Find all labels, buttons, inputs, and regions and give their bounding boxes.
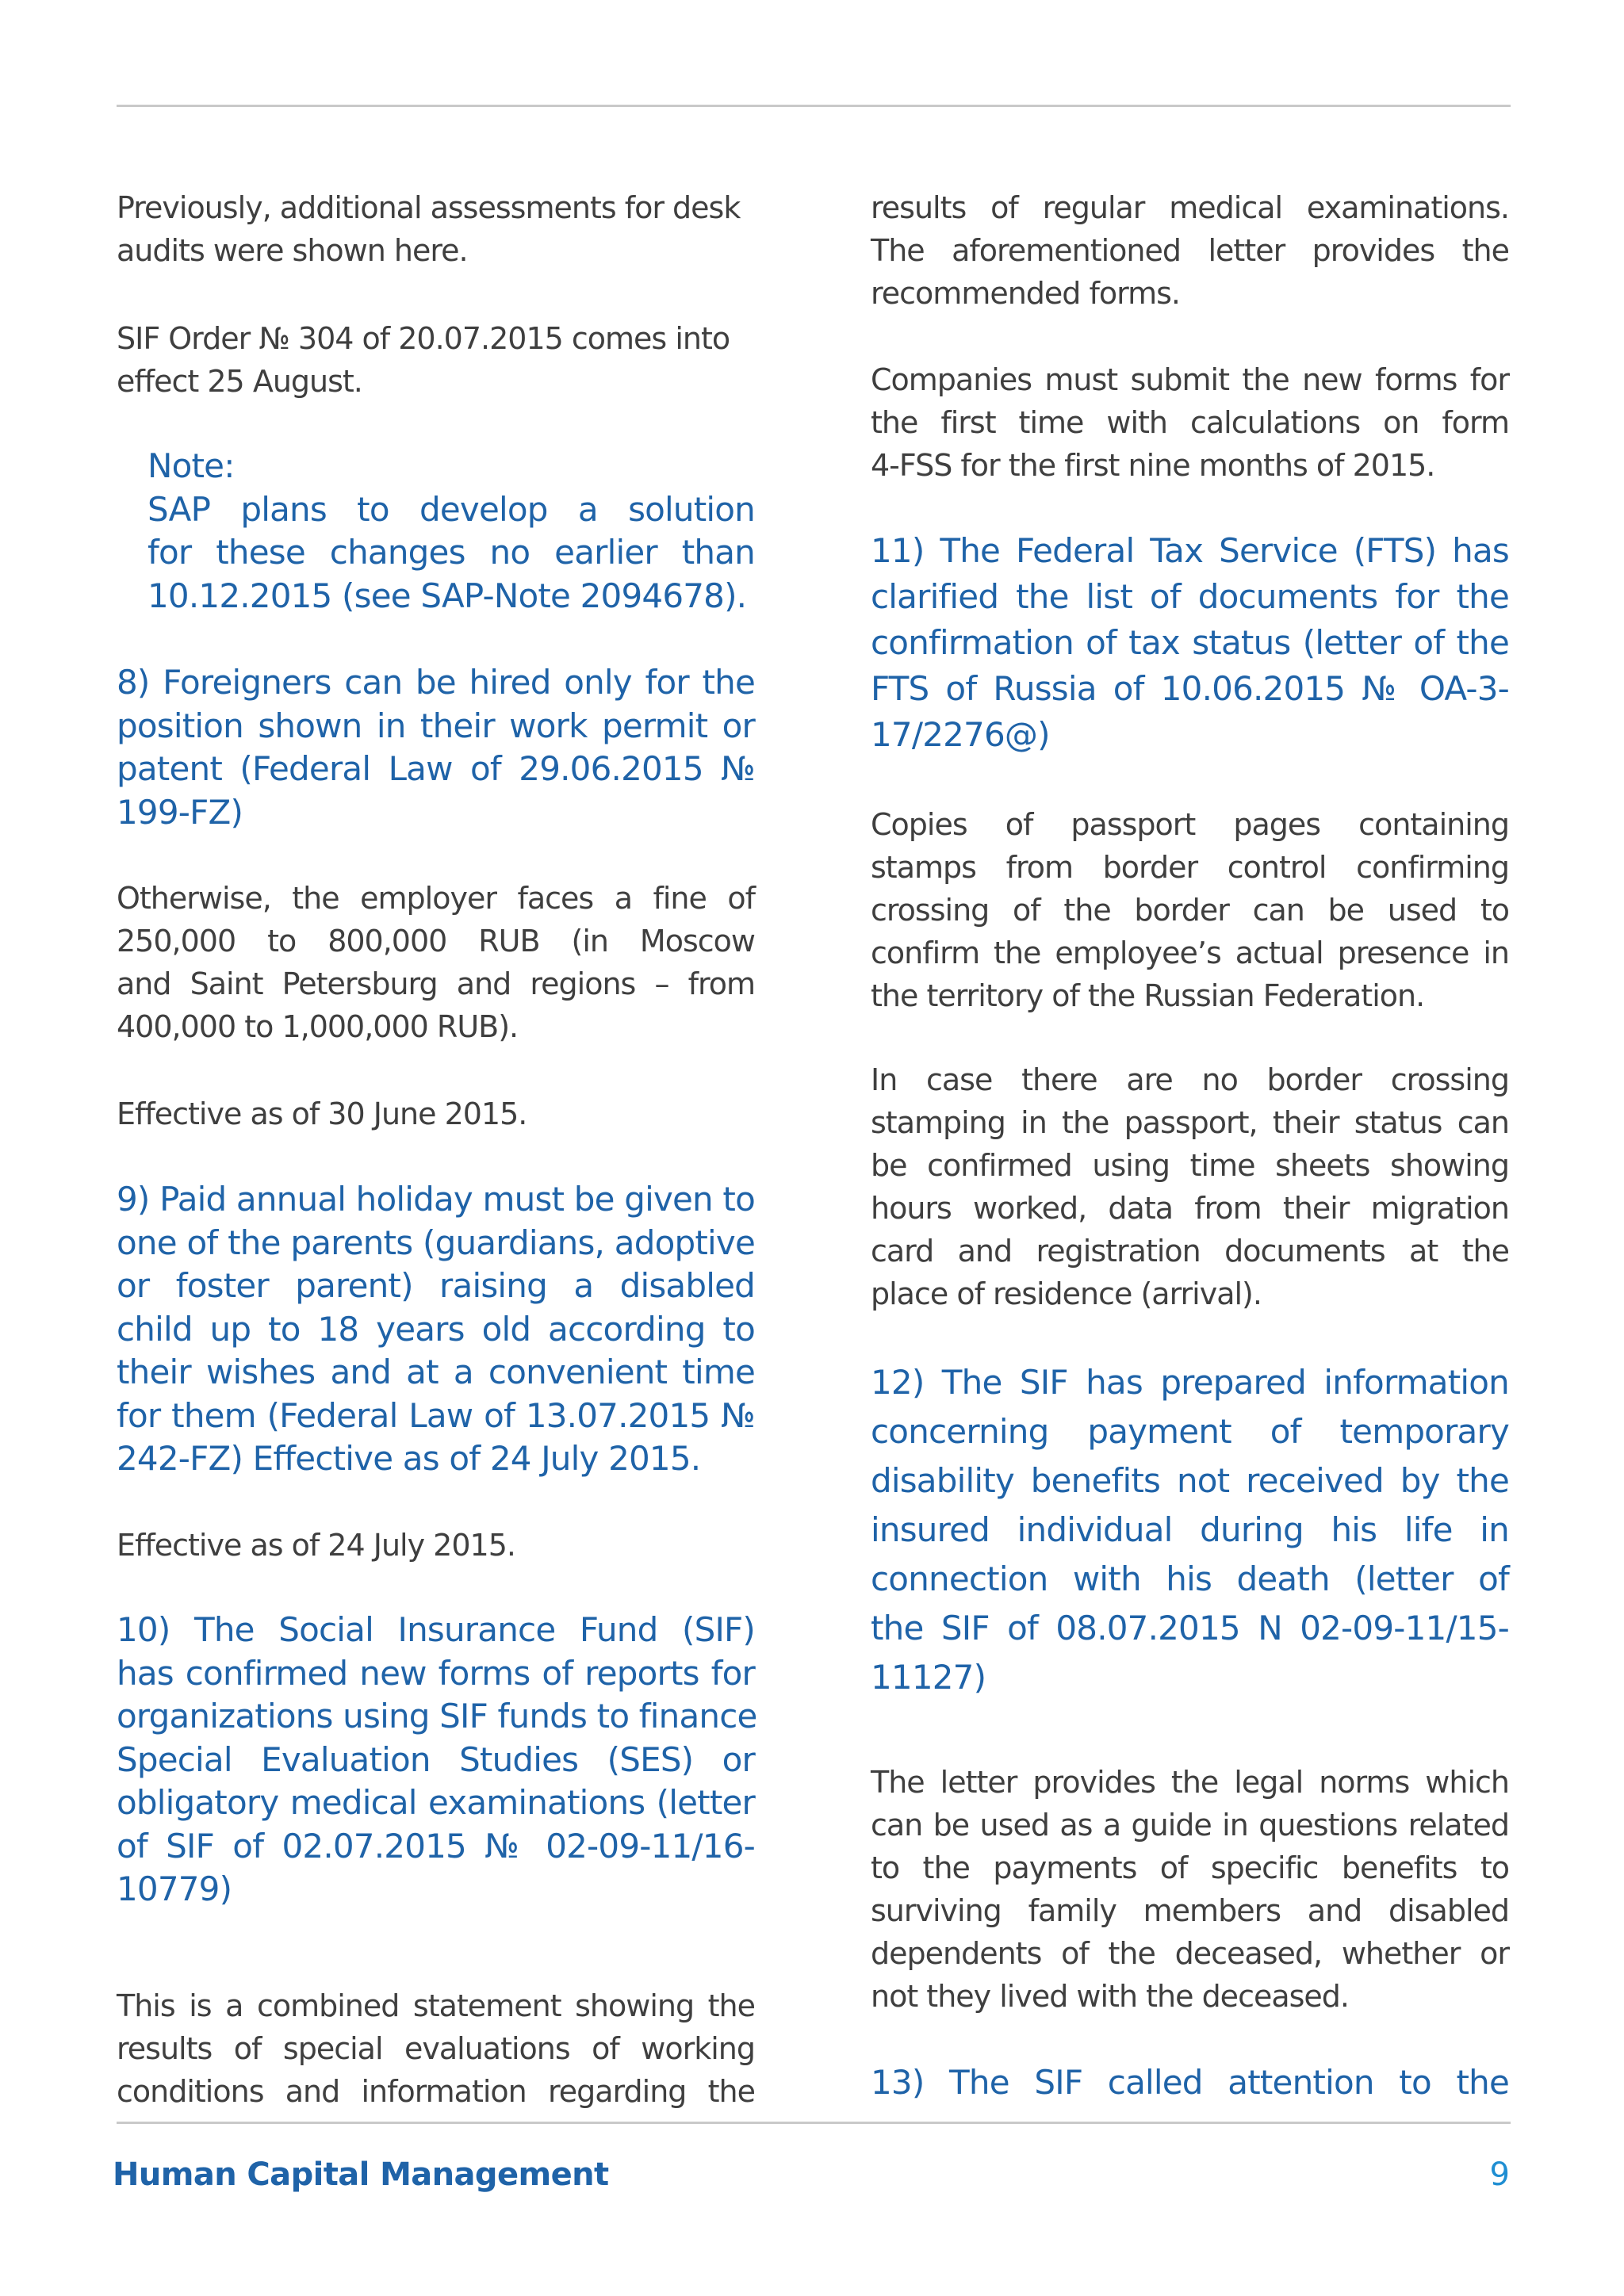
text-line: Effective as of 24 July 2015. — [117, 1528, 515, 1563]
heading-line: 12) The SIF has prepared information — [871, 1363, 1509, 1402]
text-line: confirm the employee’s actual presence in — [871, 936, 1509, 970]
text-line: crossing of the border can be used to — [871, 893, 1509, 928]
text-line: to the payments of specific benefits to — [871, 1850, 1509, 1885]
top-divider — [117, 105, 1511, 107]
heading-line: the SIF of 08.07.2015 N 02-09-11/15- — [871, 1609, 1509, 1647]
text-line: effect 25 August. — [117, 364, 362, 399]
heading-federal-tax-service — [871, 528, 1509, 758]
text-line: Companies must submit the new forms for — [871, 362, 1509, 397]
heading-line: 17/2276@) — [871, 715, 1050, 754]
paragraph-legal-norms — [871, 1761, 1509, 2018]
heading-social-insurance-fund — [117, 1609, 755, 1911]
heading-line: FTS of Russia of 10.06.2015 № OA-3- — [871, 669, 1509, 708]
text-line: Otherwise, the employer faces a fine of — [117, 881, 755, 916]
text-line: This is a combined statement showing the — [117, 1988, 755, 2023]
note-line: for these changes no earlier than — [147, 533, 755, 572]
text-line: place of residence (arrival). — [871, 1276, 1262, 1311]
text-line: results of regular medical examinations. — [871, 190, 1509, 225]
heading-line: 10779) — [117, 1869, 232, 1908]
text-line: Copies of passport pages containing — [871, 807, 1509, 842]
sap-note — [147, 445, 755, 618]
heading-line: concerning payment of temporary — [871, 1412, 1509, 1451]
heading-line: obligatory medical examinations (letter — [117, 1783, 755, 1822]
paragraph-fine — [117, 877, 755, 1048]
heading-line: connection with his death (letter of — [871, 1559, 1509, 1598]
text-line: audits were shown here. — [117, 233, 468, 268]
heading-line: 199-FZ) — [117, 792, 243, 832]
heading-line: confirmation of tax status (letter of the — [871, 623, 1509, 662]
heading-line: patent (Federal Law of 29.06.2015 № — [117, 749, 755, 788]
heading-line: their wishes and at a convenient time — [117, 1353, 755, 1391]
text-line: The aforementioned letter provides the — [871, 233, 1509, 268]
text-line: the territory of the Russian Federation. — [871, 978, 1425, 1013]
text-line: stamps from border control confirming — [871, 850, 1509, 885]
paragraph-desk-audits — [117, 186, 755, 272]
note-label: Note: — [147, 446, 235, 485]
text-line: conditions and information regarding the — [117, 2074, 755, 2109]
paragraph-effective-june — [117, 1093, 755, 1135]
text-line: not they lived with the deceased. — [871, 1979, 1349, 2014]
paragraph-sif-order — [117, 317, 755, 403]
text-line: be confirmed using time sheets showing — [871, 1148, 1509, 1183]
heading-line: or foster parent) raising a disabled — [117, 1266, 755, 1305]
footer-title: Human Capital Management — [113, 2156, 609, 2193]
heading-line: 13) The SIF called attention to the — [871, 2063, 1509, 2102]
heading-line: Special Evaluation Studies (SES) or — [117, 1739, 755, 1779]
paragraph-no-border-stamps — [871, 1058, 1509, 1315]
heading-line: disability benefits not received by the — [871, 1461, 1509, 1500]
text-line: can be used as a guide in questions related — [871, 1808, 1509, 1843]
paragraph-effective-july — [117, 1524, 755, 1567]
paragraph-medical-results — [871, 186, 1509, 315]
text-line: Effective as of 30 June 2015. — [117, 1096, 527, 1131]
note-line: SAP plans to develop a solution — [147, 489, 755, 529]
heading-line: 11127) — [871, 1658, 986, 1697]
heading-line: has confirmed new forms of reports for — [117, 1653, 755, 1693]
note-line: 10.12.2015 (see SAP-Note 2094678). — [147, 576, 747, 615]
bottom-divider — [117, 2122, 1511, 2124]
text-line: 400,000 to 1,000,000 RUB). — [117, 1009, 519, 1044]
text-line: SIF Order № 304 of 20.07.2015 comes into — [117, 321, 730, 356]
paragraph-submit-forms — [871, 358, 1509, 487]
text-line: In case there are no border crossing — [871, 1062, 1509, 1097]
page-number: 9 — [1489, 2156, 1510, 2193]
heading-line: clarified the list of documents for the — [871, 577, 1509, 616]
text-line: Previously, additional assessments for desk — [117, 190, 741, 225]
text-line: the first time with calculations on form — [871, 405, 1509, 440]
text-line: 4-FSS for the first nine months of 2015. — [871, 448, 1435, 483]
text-line: and Saint Petersburg and regions – from — [117, 966, 755, 1001]
text-line: The letter provides the legal norms which — [871, 1765, 1509, 1800]
heading-annual-holiday — [117, 1178, 755, 1481]
text-line: dependents of the deceased, whether or — [871, 1936, 1509, 1971]
heading-line: organizations using SIF funds to finance — [117, 1697, 757, 1735]
text-line: recommended forms. — [871, 276, 1180, 311]
heading-line: 8) Foreigners can be hired only for the — [117, 663, 755, 702]
text-line: results of special evaluations of working — [117, 2031, 755, 2066]
heading-line: 9) Paid annual holiday must be given to — [117, 1180, 755, 1219]
text-line: 250,000 to 800,000 RUB (in Moscow — [117, 924, 755, 959]
heading-line: one of the parents (guardians, adoptive — [117, 1223, 755, 1262]
paragraph-combined-statement — [117, 1984, 755, 2113]
text-line: stamping in the passport, their status can — [871, 1105, 1509, 1140]
heading-line: child up to 18 years old according to — [117, 1309, 755, 1349]
heading-sif-attention — [871, 2061, 1509, 2105]
heading-line: position shown in their work permit or — [117, 706, 755, 745]
heading-line: 242-FZ) Effective as of 24 July 2015. — [117, 1439, 701, 1478]
heading-line: for them (Federal Law of 13.07.2015 № — [117, 1395, 755, 1435]
text-line: hours worked, data from their migration — [871, 1191, 1509, 1226]
heading-line: 11) The Federal Tax Service (FTS) has — [871, 531, 1509, 570]
heading-line: 10) The Social Insurance Fund (SIF) — [117, 1610, 755, 1649]
heading-line: insured individual during his life in — [871, 1510, 1509, 1549]
heading-line: of SIF of 02.07.2015 № 02-09-11/16- — [117, 1826, 755, 1866]
text-line: surviving family members and disabled — [871, 1893, 1509, 1928]
paragraph-passport-copies — [871, 803, 1509, 1017]
heading-sif-disability-benefits — [871, 1358, 1509, 1702]
text-line: card and registration documents at the — [871, 1234, 1509, 1269]
heading-foreigners — [117, 661, 755, 834]
